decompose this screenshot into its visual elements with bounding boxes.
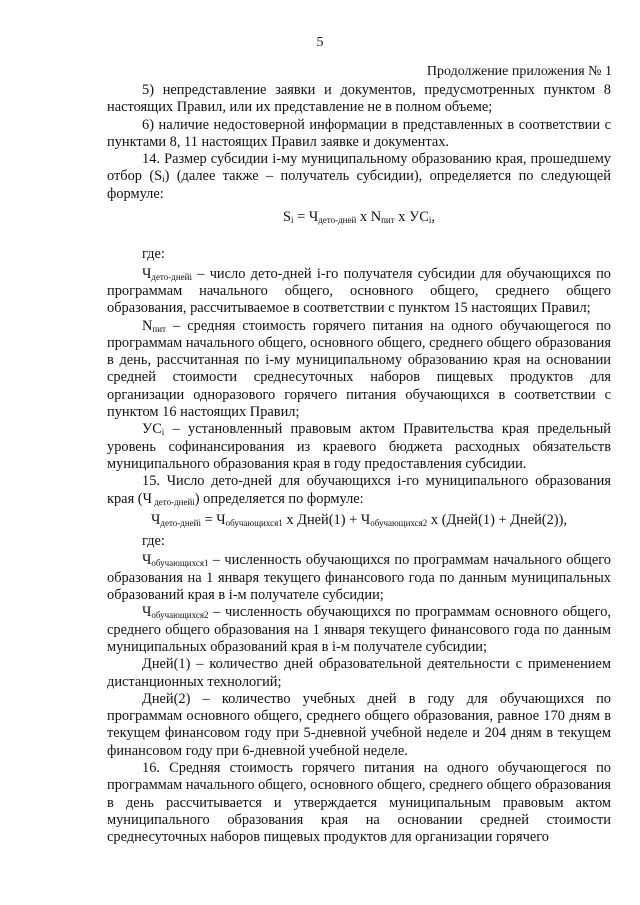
definition-meal-cost-sub: пит: [152, 323, 166, 334]
formula-child-days-b-sub: обучающихся1: [225, 517, 283, 528]
definition-child-days-text: – число дето-дней i-го получателя субсидии для обучающихся по программам начального общего, основного общего, среднего общего образования, рассчитываемое в соответствии с пунктом 15 настоящих Правил;: [107, 265, 611, 317]
paragraph-15: [107, 473, 611, 508]
definition-cofinancing-sub: i: [161, 427, 165, 438]
formula-subsidy-x2: х УС: [394, 209, 429, 226]
formula-subsidy-n-sub: пит: [381, 215, 395, 226]
formula-subsidy-s-sub: i: [291, 215, 294, 226]
definition-students-secondary-sub: обучающихся2: [151, 610, 209, 621]
definition-cofinancing-text: – установленный правовым актом Правительства края предельный уровень софинансирования из краевого бюджета расходных обязательств муниципального образования края в году предоставления субсидии.: [107, 421, 611, 472]
formula-subsidy-end: ,: [431, 209, 435, 226]
page-number: 5: [316, 35, 324, 50]
where-label-1: где:: [142, 246, 165, 263]
definition-students-primary-symbol: Ч: [142, 552, 152, 569]
formula-subsidy-eq: = Ч: [293, 209, 319, 226]
paragraph-14-text-a: 14. Размер субсидии i-му муниципальному образованию края, прошедшему отбор (S: [107, 151, 611, 185]
definition-students-secondary: [107, 604, 611, 656]
paragraph-14-subscript: i: [162, 174, 165, 185]
formula-child-days-c-sub: обучающихся2: [370, 517, 428, 528]
definition-child-days-symbol: Ч: [142, 265, 152, 282]
definition-days-2: Дней(2) – количество учебных дней в году для обучающихся по программам основного общего, среднего общего образования, равное 170 дням в текущем финансовом году при 5-дневной учебной неделе и 204 дням в текущем финансовом году при 6-дневной учебной неделе.: [107, 690, 611, 759]
formula-child-days: [107, 512, 611, 529]
appendix-continuation-label: Продолжение приложения № 1: [426, 64, 612, 79]
definition-meal-cost: [107, 318, 611, 422]
paragraph-16: 16. Средняя стоимость горячего питания на одного обучающегося по программам начального общего, основного общего, среднего общего образования в день рассчитывается и утверждается муниципальным правовым актом муниципального образования края на основании средней стоимости среднесуточных наборов пищевых продуктов для организации горячего: [107, 759, 611, 846]
formula-child-days-d: х (Дней(1) + Дней(2)),: [427, 511, 567, 528]
definition-meal-cost-text: – средняя стоимость горячего питания на одного обучающегося по программам начального общего, основного общего, среднего общего образования в день, рассчитанная по i-му муниципальному образованию края на основании средней стоимости среднесуточных наборов пищевых продуктов для организации одноразового горячего питания обучающихся в соответствии с пунктом 16 настоящих Правил;: [107, 317, 611, 421]
definition-child-days-sub: дето-днейi: [151, 271, 192, 282]
definition-child-days: [107, 266, 611, 318]
document-body: [107, 82, 611, 846]
paragraph-14-text-b: ) (далее также – получатель субсидии), определяется по следующей формуле:: [107, 168, 611, 202]
paragraph-item-6: 6) наличие недостоверной информации в представленных в соответствии с пунктами 8, 11 настоящих Правил заявке и документах.: [107, 116, 611, 150]
definition-students-primary: [107, 552, 611, 604]
formula-subsidy-us-sub: i: [428, 215, 432, 226]
formula-subsidy-s: S: [283, 209, 292, 226]
formula-child-days-a-sub: дето-днейi: [160, 517, 201, 528]
formula-child-days-a: Ч: [151, 511, 161, 528]
definition-students-primary-text: – численность обучающихся по программам начального общего образования на 1 января текущего финансового года по данным муниципальных образований края в i-м получателе субсидии;: [107, 552, 611, 604]
paragraph-15-subscript: дето-днейi: [151, 496, 195, 507]
definition-cofinancing-symbol: УС: [142, 421, 162, 438]
formula-subsidy: [107, 209, 611, 226]
paragraph-item-5: 5) непредставление заявки и документов, предусмотренных пунктом 8 настоящих Правил, или их представление не в полном объеме;: [107, 82, 611, 116]
paragraph-15-text-b: ) определяется по формуле:: [194, 490, 364, 507]
formula-child-days-b: = Ч: [200, 511, 226, 528]
paragraph-15-text-a: 15. Число дето-дней для обучающихся i-го муниципального образования края (Ч: [107, 473, 611, 507]
formula-subsidy-ch-sub: дето-дней: [318, 215, 357, 226]
paragraph-14: [107, 151, 611, 203]
definition-cofinancing: [107, 421, 611, 473]
where-label-2: где:: [142, 533, 165, 550]
definition-meal-cost-symbol: N: [142, 317, 153, 334]
formula-child-days-c: х Дней(1) + Ч: [282, 511, 371, 528]
formula-subsidy-x1: х N: [356, 209, 382, 226]
definition-students-primary-sub: обучающихся1: [151, 558, 209, 569]
definition-students-secondary-symbol: Ч: [142, 604, 152, 621]
definition-days-1: Дней(1) – количество дней образовательной деятельности с применением дистанционных технологий;: [107, 656, 611, 690]
definition-students-secondary-text: – численность обучающихся по программам основного общего, среднего общего образования на 1 января текущего финансового года по данным муниципальных образований края в i-м получателе субсидии;: [107, 604, 611, 655]
